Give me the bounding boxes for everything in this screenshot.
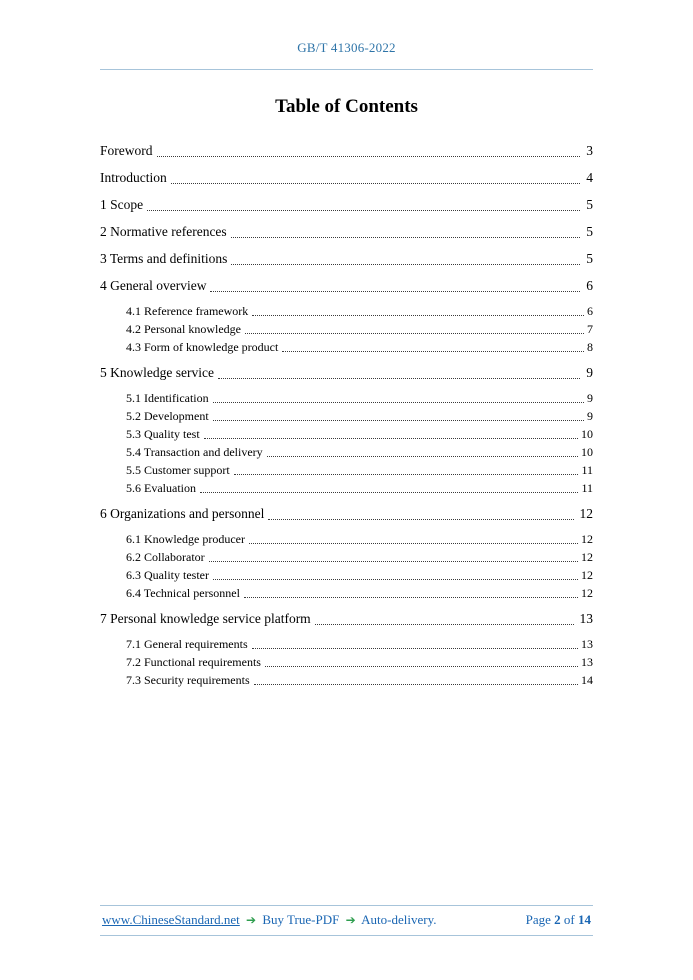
footer-promo bbox=[102, 912, 437, 928]
toc-dot-leader bbox=[213, 420, 584, 421]
toc-dot-leader bbox=[282, 351, 584, 352]
toc-entry bbox=[126, 568, 593, 583]
toc-entry-page: 9 bbox=[586, 365, 593, 380]
toc-entry bbox=[100, 142, 593, 160]
toc-entry-page: 3 bbox=[586, 143, 593, 158]
toc-entry-page: 12 bbox=[581, 568, 593, 582]
chinesestandard-link[interactable]: www.ChineseStandard.net bbox=[102, 912, 240, 927]
toc-dot-leader bbox=[234, 474, 579, 475]
toc-dot-leader bbox=[147, 210, 580, 211]
toc-entry bbox=[126, 637, 593, 652]
toc-entry-label: 6.2 Collaborator bbox=[126, 550, 205, 564]
toc-entry-page: 6 bbox=[586, 278, 593, 293]
toc-dot-leader bbox=[268, 519, 573, 520]
toc-dot-leader bbox=[252, 315, 584, 316]
toc-entry-page: 9 bbox=[587, 409, 593, 423]
total-page-number: 14 bbox=[578, 912, 591, 927]
toc-entry bbox=[100, 250, 593, 268]
toc-dot-leader bbox=[171, 183, 581, 184]
toc-entry bbox=[126, 586, 593, 601]
toc-entry bbox=[126, 481, 593, 496]
toc-dot-leader bbox=[213, 579, 578, 580]
page-header bbox=[100, 0, 593, 70]
toc-entry-label: 7.1 General requirements bbox=[126, 637, 248, 651]
auto-delivery-text: Auto-delivery. bbox=[361, 912, 437, 927]
toc-entry-label: 4.3 Form of knowledge product bbox=[126, 340, 279, 354]
toc-entry bbox=[126, 322, 593, 337]
toc-entry-page: 4 bbox=[586, 170, 593, 185]
page-word: Page bbox=[525, 912, 551, 927]
toc-entry bbox=[126, 532, 593, 547]
toc-entry-label: 3 Terms and definitions bbox=[100, 251, 228, 266]
toc-entry-page: 13 bbox=[579, 611, 593, 626]
toc-entry-label: 6.4 Technical personnel bbox=[126, 586, 240, 600]
current-page-number: 2 bbox=[554, 912, 561, 927]
toc-entry-label: 7.3 Security requirements bbox=[126, 673, 250, 687]
of-word: of bbox=[563, 912, 575, 927]
toc-entry-page: 6 bbox=[587, 304, 593, 318]
toc-dot-leader bbox=[213, 402, 584, 403]
toc-entry-page: 14 bbox=[581, 673, 593, 687]
toc-entry-page: 12 bbox=[581, 586, 593, 600]
toc-entry-label: 4.2 Personal knowledge bbox=[126, 322, 241, 336]
toc-dot-leader bbox=[245, 333, 584, 334]
buy-truepdf-text: Buy True-PDF bbox=[262, 912, 340, 927]
toc-entry bbox=[100, 169, 593, 187]
toc-dot-leader bbox=[244, 597, 578, 598]
toc-dot-leader bbox=[254, 684, 578, 685]
toc-entry bbox=[126, 463, 593, 478]
toc-dot-leader bbox=[218, 378, 580, 379]
toc-dot-leader bbox=[157, 156, 581, 157]
toc-entry-label: 5.1 Identification bbox=[126, 391, 209, 405]
toc-dot-leader bbox=[231, 237, 581, 238]
page-indicator bbox=[526, 912, 591, 928]
toc-entry bbox=[126, 673, 593, 688]
page-footer bbox=[100, 905, 593, 936]
toc-entry bbox=[126, 304, 593, 319]
toc-entry bbox=[100, 364, 593, 382]
toc-entry bbox=[126, 409, 593, 424]
toc-dot-leader bbox=[315, 624, 574, 625]
toc-dot-leader bbox=[252, 648, 578, 649]
toc-entry-label: Foreword bbox=[100, 143, 153, 158]
toc-entry bbox=[100, 610, 593, 628]
toc-entry-page: 12 bbox=[581, 550, 593, 564]
toc-entry-page: 11 bbox=[581, 481, 593, 495]
toc-dot-leader bbox=[267, 456, 578, 457]
toc-entry-page: 13 bbox=[581, 655, 593, 669]
toc-entry-label: 7.2 Functional requirements bbox=[126, 655, 261, 669]
footer-row bbox=[100, 906, 593, 935]
doc-number: GB/T 41306-2022 bbox=[297, 40, 396, 55]
toc-entry-label: 1 Scope bbox=[100, 197, 144, 212]
toc-dot-leader bbox=[204, 438, 578, 439]
arrow-icon: ➔ bbox=[345, 913, 356, 927]
toc-entry-label: 5.6 Evaluation bbox=[126, 481, 196, 495]
toc-entry-page: 13 bbox=[581, 637, 593, 651]
toc-entry-label: 5.5 Customer support bbox=[126, 463, 230, 477]
toc-entry bbox=[126, 445, 593, 460]
toc-entry-label: Introduction bbox=[100, 170, 167, 185]
page-title: Table of Contents bbox=[275, 96, 418, 117]
toc-dot-leader bbox=[249, 543, 578, 544]
toc-entry-page: 5 bbox=[586, 224, 593, 239]
toc-entry-page: 5 bbox=[586, 251, 593, 266]
toc-entry bbox=[126, 427, 593, 442]
toc-list bbox=[100, 142, 593, 688]
toc-entry-label: 6 Organizations and personnel bbox=[100, 506, 265, 521]
toc-entry-label: 5.3 Quality test bbox=[126, 427, 200, 441]
toc-entry bbox=[100, 223, 593, 241]
toc-entry-page: 10 bbox=[581, 427, 593, 441]
toc-entry bbox=[100, 505, 593, 523]
toc-dot-leader bbox=[231, 264, 580, 265]
footer-divider-bottom bbox=[100, 935, 593, 936]
toc-entry-page: 10 bbox=[581, 445, 593, 459]
header-divider bbox=[100, 69, 593, 70]
toc-entry-label: 2 Normative references bbox=[100, 224, 227, 239]
page-content bbox=[100, 0, 593, 691]
toc-dot-leader bbox=[200, 492, 578, 493]
toc-entry bbox=[100, 196, 593, 214]
toc-entry-page: 5 bbox=[586, 197, 593, 212]
toc-entry-label: 6.3 Quality tester bbox=[126, 568, 209, 582]
toc-entry-label: 6.1 Knowledge producer bbox=[126, 532, 245, 546]
toc-entry-label: 5.4 Transaction and delivery bbox=[126, 445, 263, 459]
toc-entry bbox=[126, 655, 593, 670]
toc-entry-label: 5.2 Development bbox=[126, 409, 209, 423]
toc-entry-label: 4 General overview bbox=[100, 278, 207, 293]
toc-entry-label: 5 Knowledge service bbox=[100, 365, 214, 380]
toc-entry bbox=[126, 550, 593, 565]
toc-entry-page: 12 bbox=[581, 532, 593, 546]
toc-entry-label: 7 Personal knowledge service platform bbox=[100, 611, 311, 626]
toc-entry bbox=[100, 277, 593, 295]
arrow-icon: ➔ bbox=[246, 913, 257, 927]
toc-dot-leader bbox=[265, 666, 578, 667]
toc-entry-label: 4.1 Reference framework bbox=[126, 304, 249, 318]
toc-dot-leader bbox=[209, 561, 578, 562]
toc-entry-page: 12 bbox=[579, 506, 593, 521]
toc-entry-page: 11 bbox=[581, 463, 593, 477]
toc-entry-page: 8 bbox=[587, 340, 593, 354]
toc-dot-leader bbox=[210, 291, 580, 292]
toc-entry bbox=[126, 340, 593, 355]
toc-entry bbox=[126, 391, 593, 406]
toc-entry-page: 7 bbox=[587, 322, 593, 336]
toc-entry-page: 9 bbox=[587, 391, 593, 405]
